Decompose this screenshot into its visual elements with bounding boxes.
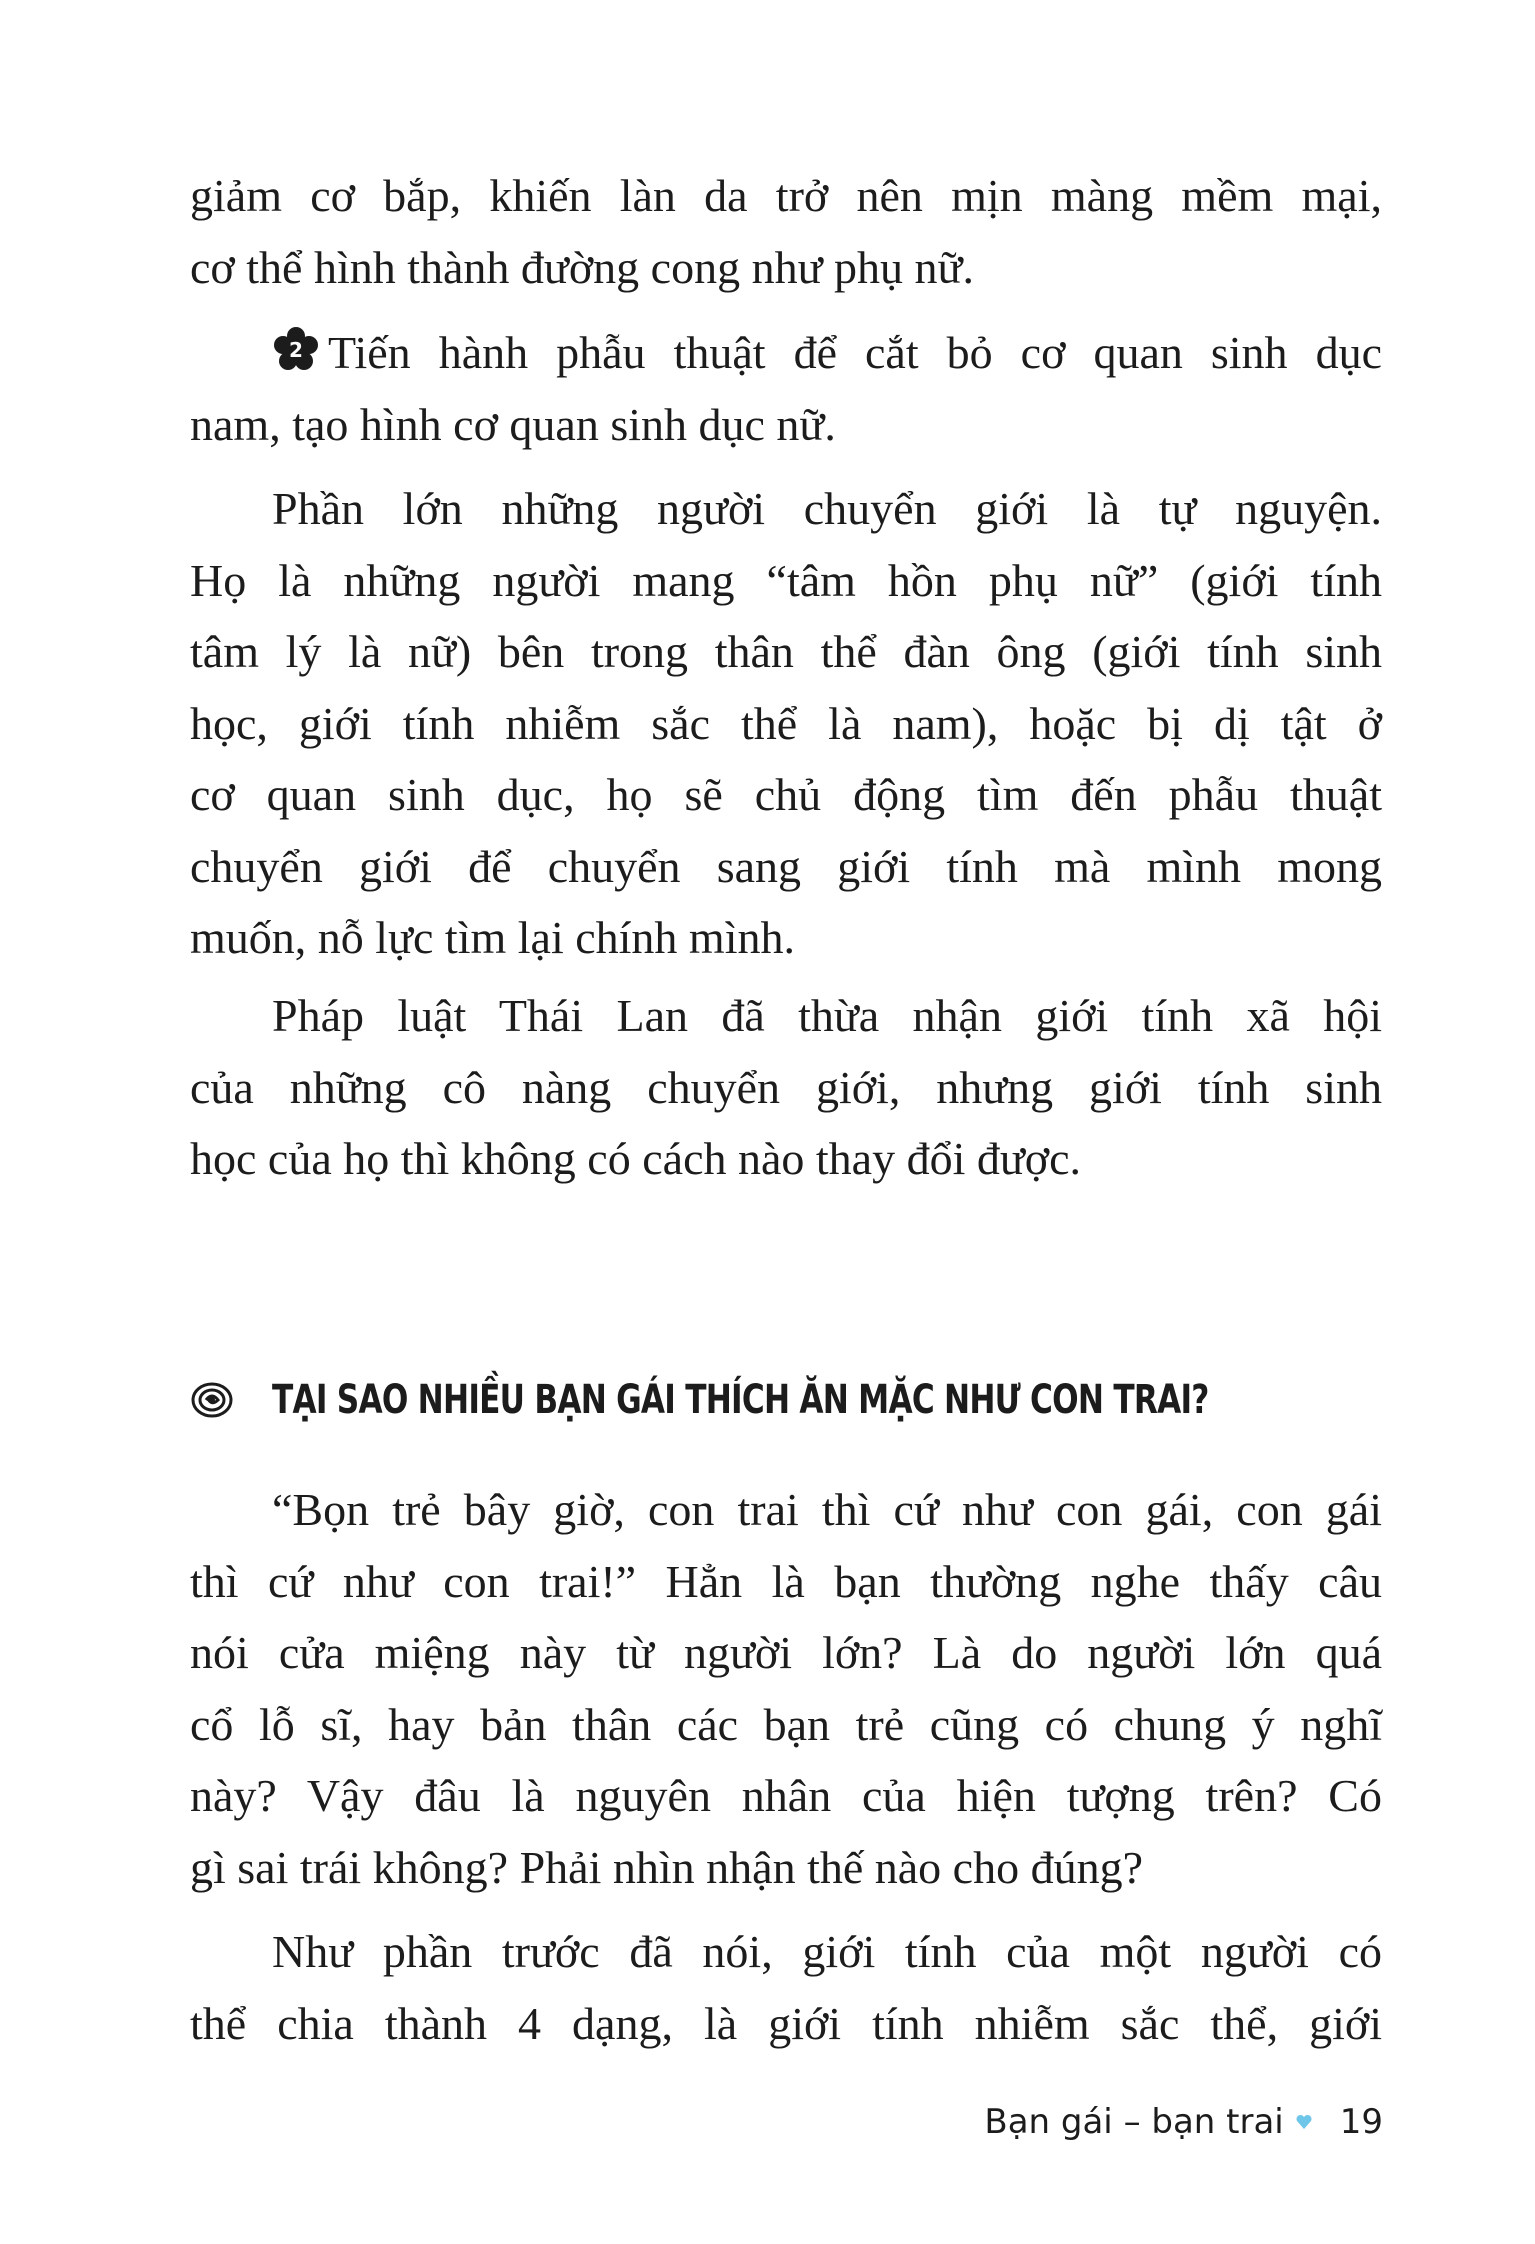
bullet-number: 2: [289, 338, 303, 362]
book-title: Bạn gái – bạn trai: [984, 2102, 1284, 2142]
text-line: giảm cơ bắp, khiến làn da trở nên mịn màng mềm mại,: [190, 170, 1382, 221]
paragraph-gender-types: [190, 1916, 1382, 2059]
text-line: thì cứ như con trai!” Hẳn là bạn thường nghe thấy câu: [190, 1555, 1382, 1607]
section-heading-text: TẠI SAO NHIỀU BẠN GÁI THÍCH ĂN MẶC NHƯ CON TRAI?: [272, 1377, 1209, 1423]
text-line: muốn, nỗ lực tìm lại chính mình.: [190, 912, 795, 963]
paragraph-quote: [190, 1474, 1382, 1903]
page-footer: [984, 2102, 1383, 2142]
page-number: 19: [1339, 2102, 1383, 2142]
text-line: “Bọn trẻ bây giờ, con trai thì cứ như con gái, con gái: [272, 1484, 1382, 1535]
text-line: này? Vậy đâu là nguyên nhân của hiện tượng trên? Có: [190, 1770, 1382, 1821]
rose-icon: [190, 1378, 234, 1422]
text-line: học, giới tính nhiễm sắc thể là nam), hoặc bị dị tật ở: [190, 697, 1382, 749]
text-line: nói cửa miệng này từ người lớn? Là do người lớn quá: [190, 1627, 1382, 1678]
text-line: cơ quan sinh dục, họ sẽ chủ động tìm đến phẫu thuật: [190, 769, 1382, 820]
paragraph-continuation: [190, 160, 1382, 303]
text-line: học của họ thì không có cách nào thay đổi được.: [190, 1133, 1082, 1184]
paragraph-transgender: [190, 473, 1382, 974]
numbered-item-2: [190, 317, 1382, 460]
text-line: gì sai trái không? Phải nhìn nhận thế nào cho đúng?: [190, 1841, 1144, 1893]
paragraph-thailand-law: [190, 980, 1382, 1195]
text-line: thể chia thành 4 dạng, là giới tính nhiễm sắc thể, giới: [190, 1997, 1382, 2049]
text-line: nam, tạo hình cơ quan sinh dục nữ.: [190, 398, 836, 450]
flower-number-icon: [272, 326, 320, 374]
text-line: Họ là những người mang “tâm hồn phụ nữ” (giới tính: [190, 554, 1382, 606]
item-text: Tiến hành phẫu thuật để cắt bỏ cơ quan sinh dục: [328, 327, 1382, 378]
text-line: chuyển giới để chuyển sang giới tính mà mình mong: [190, 840, 1382, 892]
heart-icon: [1294, 2112, 1314, 2132]
text-line: [190, 317, 1382, 389]
text-line: của những cô nàng chuyển giới, nhưng giới tính sinh: [190, 1061, 1382, 1113]
text-line: Pháp luật Thái Lan đã thừa nhận giới tính xã hội: [272, 990, 1382, 1041]
text-line: tâm lý là nữ) bên trong thân thể đàn ông (giới tính sinh: [190, 626, 1382, 677]
text-line: cơ thể hình thành đường cong như phụ nữ.: [190, 241, 974, 293]
text-line: Như phần trước đã nói, giới tính của một người có: [272, 1926, 1382, 1977]
text-line: cổ lỗ sĩ, hay bản thân các bạn trẻ cũng có chung ý nghĩ: [190, 1698, 1382, 1750]
section-heading: [190, 1360, 1382, 1440]
text-line: Phần lớn những người chuyển giới là tự nguyện.: [272, 483, 1382, 534]
